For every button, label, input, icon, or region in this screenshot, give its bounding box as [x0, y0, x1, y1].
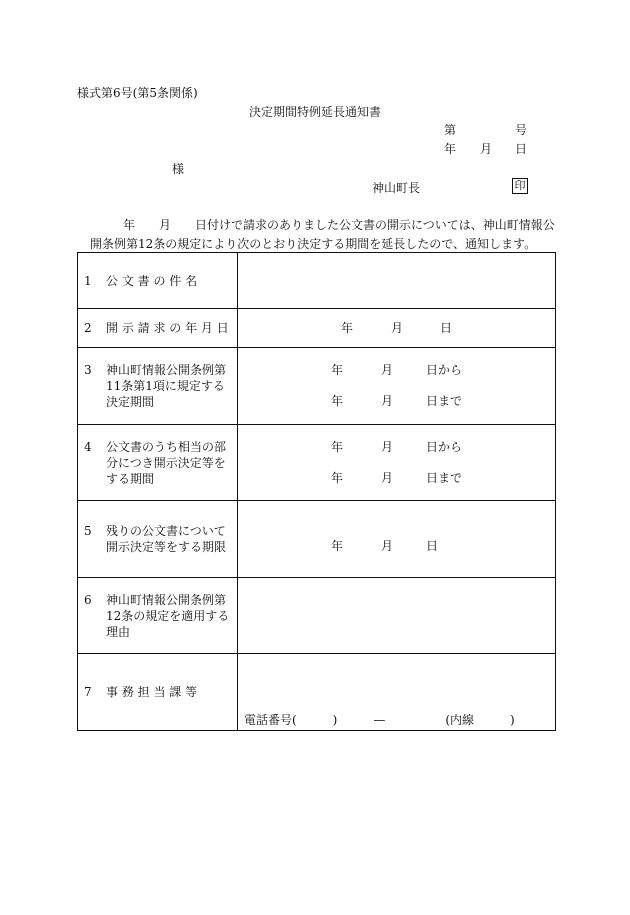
decision-period-field[interactable]	[238, 348, 556, 425]
table-row	[78, 348, 556, 425]
row-number: 2	[84, 321, 92, 335]
from-month: 月	[381, 440, 394, 454]
from-year: 年	[331, 363, 344, 377]
issue-date-day: 日	[515, 142, 528, 156]
row-label: 開 示 請 求 の 年 月 日	[106, 321, 229, 335]
row-number: 4	[84, 439, 92, 454]
seal-stamp: 印	[512, 178, 528, 194]
form-table	[77, 252, 556, 731]
document-title: 決定期間特例延長通知書	[248, 105, 381, 119]
to-day: 日まで	[426, 471, 463, 485]
body-line2: 開条例第12条の規定により次のとおり決定する期間を延長したので、通知します。	[90, 237, 537, 251]
date-year: 年	[331, 539, 344, 553]
from-day: 日から	[426, 363, 463, 377]
doc-number-prefix: 第	[444, 123, 457, 137]
date-day: 日	[426, 539, 439, 553]
phone-number-line: 電話番号( ) — (内線 )	[244, 713, 515, 727]
table-row	[78, 501, 556, 578]
document-name-field[interactable]	[238, 253, 556, 309]
table-row	[78, 253, 556, 309]
from-month: 月	[381, 363, 394, 377]
reason-field[interactable]	[238, 578, 556, 654]
request-date-field[interactable]	[238, 309, 556, 348]
table-row	[78, 309, 556, 348]
row-number: 7	[84, 685, 92, 699]
to-year: 年	[331, 471, 344, 485]
row-label: 神山町情報公開条例第12条の規定を適用する理由	[106, 592, 230, 639]
issue-date-year: 年	[444, 142, 457, 156]
to-day: 日まで	[426, 394, 463, 408]
to-year: 年	[331, 394, 344, 408]
row-label: 公文書のうち相当の部分につき開示決定等をする期間	[106, 439, 227, 486]
issuer-name: 神山町長	[372, 181, 421, 195]
row-number: 5	[84, 524, 92, 538]
body-date-month: 月	[159, 218, 172, 232]
form-number: 様式第6号(第5条関係)	[77, 86, 198, 100]
notice-body	[90, 216, 560, 254]
from-day: 日から	[426, 440, 463, 454]
issue-date-month: 月	[480, 142, 493, 156]
table-row	[78, 425, 556, 501]
to-month: 月	[381, 394, 394, 408]
row-number: 3	[84, 363, 92, 377]
row-label: 残りの公文書について開示決定等をする期限	[106, 524, 227, 554]
row-number: 1	[84, 273, 92, 288]
date-month: 月	[381, 539, 394, 553]
body-line1: 日付けで請求のありました公文書の開示については、神山町情報公	[195, 218, 555, 232]
partial-decision-period-field[interactable]	[238, 425, 556, 501]
date-month: 月	[391, 321, 404, 335]
doc-number-suffix: 号	[515, 123, 528, 137]
remaining-deadline-field[interactable]	[238, 501, 556, 578]
table-row	[78, 578, 556, 654]
contact-department-field[interactable]	[238, 654, 556, 731]
from-year: 年	[331, 440, 344, 454]
row-label: 公 文 書 の 件 名	[106, 273, 198, 288]
row-number: 6	[84, 592, 92, 607]
row-label: 事 務 担 当 課 等	[106, 685, 198, 699]
body-date-year: 年	[123, 218, 136, 232]
addressee-suffix: 様	[172, 162, 185, 176]
row-label: 神山町情報公開条例第11条第1項に規定する決定期間	[106, 363, 227, 409]
date-year: 年	[341, 321, 354, 335]
table-row	[78, 654, 556, 731]
date-day: 日	[440, 321, 453, 335]
to-month: 月	[381, 471, 394, 485]
